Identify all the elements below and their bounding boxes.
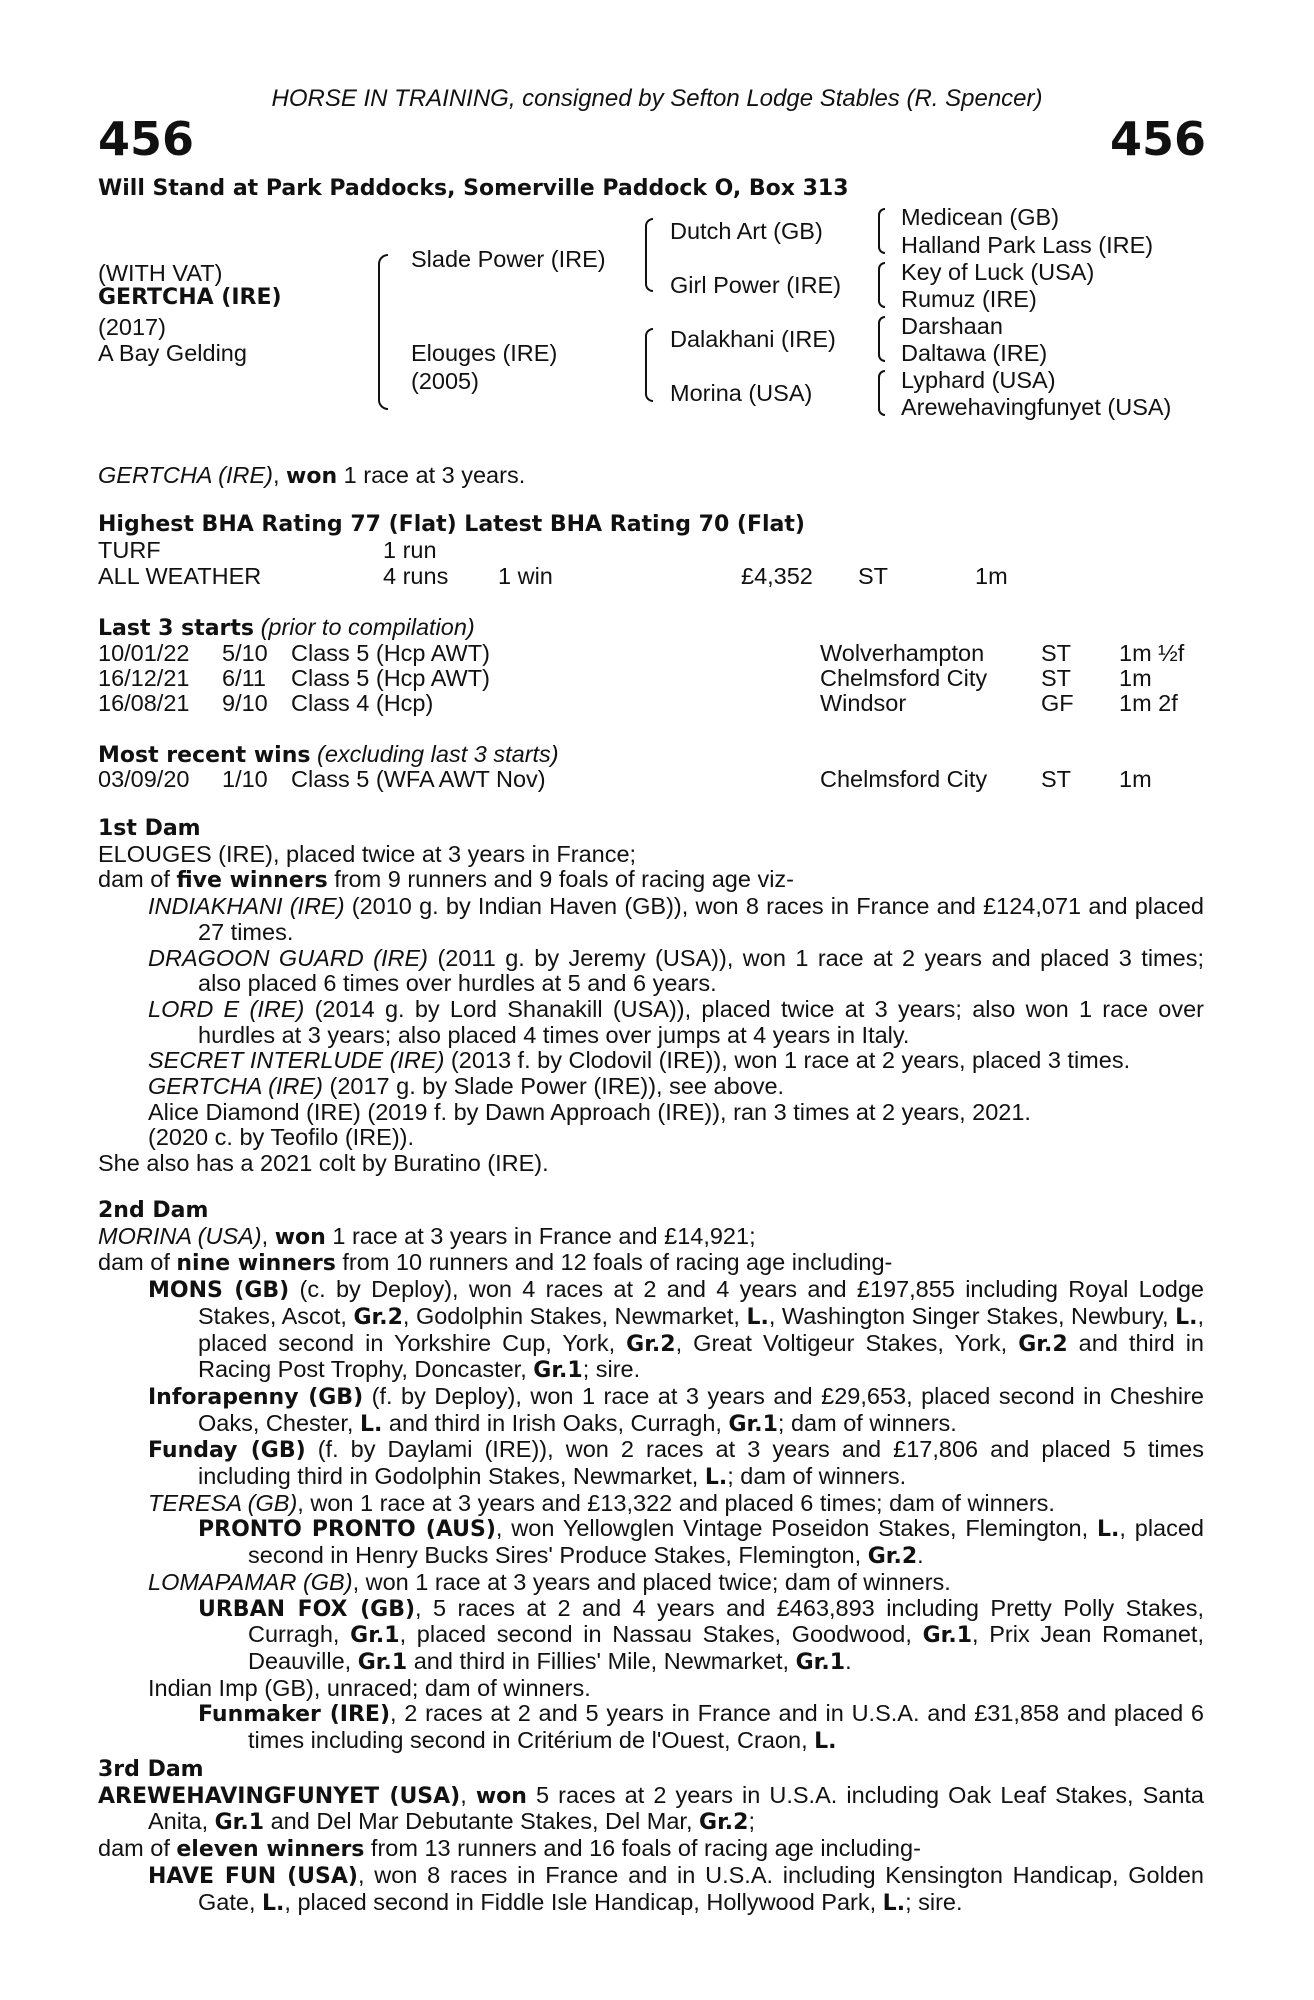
date: 16/08/21 (98, 690, 190, 716)
dam: Elouges (IRE) (411, 340, 558, 366)
runs: 1 run (383, 537, 437, 563)
date: 03/09/20 (98, 766, 190, 792)
progeny-entry: Funmaker (IRE), 2 races at 2 and 5 years in France and in U.S.A. and £31,858 and placed 6 times including second in Critérium de l'Ouest, Craon, L. (198, 1700, 1204, 1755)
course: Windsor (820, 690, 907, 716)
ancestor-g3: Arewehavingfunyet (USA) (901, 394, 1172, 420)
dam-of-line: dam of nine winners from 10 runners and 12 foals of racing age including- (98, 1249, 893, 1277)
dam-line: AREWEHAVINGFUNYET (USA), won 5 races at 2 years in U.S.A. including Oak Leaf Stakes, Santa Anita, Gr.1 and Del Mar Debutante Stakes, Del Mar, Gr.2; (98, 1781, 1204, 1836)
runs: 4 runs (383, 563, 449, 589)
going: ST (1041, 766, 1072, 792)
turf-record (98, 537, 1218, 563)
horse-name: GERTCHA (IRE) (98, 285, 282, 310)
going: ST (1041, 665, 1072, 691)
dam-line: ELOUGES (IRE), placed twice at 3 years in France; (98, 840, 637, 867)
sire-dam: Girl Power (IRE) (670, 272, 842, 298)
race-class: Class 5 (WFA AWT Nov) (291, 766, 546, 792)
progeny-entry: Indian Imp (GB), unraced; dam of winners. (148, 1674, 591, 1701)
dam-of-line: dam of five winners from 9 runners and 9 foals of racing age viz- (98, 866, 794, 894)
progeny-entry: Funday (GB) (f. by Daylami (IRE)), won 2 races at 3 years and £17,806 and placed 5 times including third in Godolphin Stakes, Newmarket, L.; dam of winners. (148, 1436, 1205, 1491)
progeny-entry: Inforapenny (GB) (f. by Deploy), won 1 race at 3 years and £29,653, placed second in Cheshire Oaks, Chester, L. and third in Irish Oaks, Curragh, Gr.1; dam of winners. (148, 1382, 1204, 1437)
pedigree-brace (645, 328, 653, 402)
last3-note: (prior to compilation) (260, 614, 475, 640)
progeny-entry: PRONTO PRONTO (AUS), won Yellowglen Vintage Poseidon Stakes, Flemington, L., placed second in Henry Bucks Sires' Produce Stakes, Flemington, Gr.2. (198, 1515, 1205, 1570)
ancestor-g3: Halland Park Lass (IRE) (901, 232, 1154, 258)
date: 10/01/22 (98, 640, 190, 666)
prize: £4,352 (741, 563, 813, 589)
vat-status: (WITH VAT) (98, 260, 223, 286)
going: GF (1041, 690, 1074, 716)
position: 6/11 (222, 665, 266, 691)
table-row (98, 665, 1218, 691)
table-row (98, 640, 1218, 666)
section-heading: 1st Dam (98, 816, 201, 841)
recent-title: Most recent wins (98, 743, 311, 768)
progeny-entry: GERTCHA (IRE) (2017 g. by Slade Power (IRE)), see above. (148, 1073, 785, 1100)
going: ST (1041, 640, 1072, 666)
first-dam-section (98, 816, 1204, 1177)
race-class: Class 4 (Hcp) (291, 690, 434, 716)
progeny-entry: MONS (GB) (c. by Deploy), won 4 races at 2 and 4 years and £197,855 including Royal Lodge Stakes, Ascot, Gr.2, Godolphin Stakes, Newmarket, L., Washington Singer Stakes, Newbury, L., placed second in Yorkshire Cup, York, Gr.2, Great Voltigeur Stakes, York, Gr.2 and third in Racing Post Trophy, Doncaster, Gr.1; sire. (148, 1276, 1204, 1384)
dam-dam: Morina (USA) (670, 380, 813, 406)
distance: 1m 2f (1119, 690, 1178, 716)
surface: ALL WEATHER (98, 563, 262, 589)
pedigree-brace (878, 208, 885, 254)
section-heading: 2nd Dam (98, 1198, 209, 1223)
progeny-entry: LORD E (IRE) (2014 g. by Lord Shanakill (USA)), placed twice at 3 years; also won 1 race over hurdles at 3 years; also placed 4 times over jumps at 4 years in Italy. (148, 995, 1204, 1048)
recent-heading (98, 741, 559, 769)
progeny-entry: URBAN FOX (GB), 5 races at 2 and 4 years and £463,893 including Pretty Polly Stakes, Curragh, Gr.1, placed second in Nassau Stakes, Goodwood, Gr.1, Prix Jean Romanet, Deauville, Gr.1 and third in Fillies' Mile, Newmarket, Gr.1. (198, 1594, 1204, 1675)
section-heading: 3rd Dam (98, 1757, 204, 1782)
summary-won: won (286, 464, 338, 489)
dam-year: (2005) (411, 368, 479, 394)
distance: 1m (975, 563, 1008, 589)
last3-heading (98, 614, 475, 642)
ancestor-g3: Key of Luck (USA) (901, 259, 1095, 285)
course: Chelmsford City (820, 665, 988, 691)
progeny-entry: HAVE FUN (USA), won 8 races in France and in U.S.A. including Kensington Handicap, Golden Gate, L., placed second in Fiddle Isle Handicap, Hollywood Park, L.; sire. (148, 1861, 1205, 1916)
pedigree-brace (645, 218, 653, 292)
distance: 1m (1119, 665, 1152, 691)
dam-line: MORINA (USA), won 1 race at 3 years in France and £14,921; (98, 1222, 756, 1250)
progeny-entry: LOMAPAMAR (GB), won 1 race at 3 years and placed twice; dam of winners. (148, 1568, 951, 1595)
horse-year: (2017) (98, 314, 166, 340)
race-class: Class 5 (Hcp AWT) (291, 665, 490, 691)
course: Wolverhampton (820, 640, 985, 666)
race-class: Class 5 (Hcp AWT) (291, 640, 490, 666)
pedigree-brace (878, 316, 885, 362)
ancestor-g3: Darshaan (901, 313, 1003, 339)
horse-description: A Bay Gelding (98, 340, 247, 366)
ancestor-g3: Rumuz (IRE) (901, 286, 1037, 312)
table-row (98, 766, 1218, 792)
date: 16/12/21 (98, 665, 190, 691)
progeny-entry: TERESA (GB), won 1 race at 3 years and £13,322 and placed 6 times; dam of winners. (148, 1489, 1055, 1516)
third-dam-section (98, 1757, 1204, 1916)
progeny-entry: Alice Diamond (IRE) (2019 f. by Dawn Approach (IRE)), ran 3 times at 2 years, 2021. (148, 1098, 1031, 1125)
summary-rest: 1 race at 3 years. (343, 462, 526, 488)
dam-sire: Dalakhani (IRE) (670, 326, 836, 352)
table-row (98, 690, 1218, 716)
going: ST (858, 563, 889, 589)
stand-location: Will Stand at Park Paddocks, Somerville Paddock O, Box 313 (98, 176, 849, 201)
distance: 1m (1119, 766, 1152, 792)
pedigree-brace (878, 370, 885, 416)
lot-number-right: 456 (1109, 112, 1206, 166)
race-summary: GERTCHA (IRE), won 1 race at 3 years. (98, 462, 526, 489)
summary-name: GERTCHA (IRE) (98, 462, 273, 488)
sire-sire: Dutch Art (GB) (670, 218, 823, 244)
consignor-title: HORSE IN TRAINING, consigned by Sefton Lodge Stables (R. Spencer) (271, 85, 1043, 112)
recent-note: (excluding last 3 starts) (317, 741, 559, 767)
progeny-entry: INDIAKHANI (IRE) (2010 g. by Indian Haven (GB)), won 8 races in France and £124,071 and placed 27 times. (148, 893, 1204, 945)
last3-title: Last 3 starts (98, 616, 255, 641)
rating-heading: Highest BHA Rating 77 (Flat) Latest BHA Rating 70 (Flat) (98, 512, 805, 537)
sire: Slade Power (IRE) (411, 246, 606, 272)
progeny-entry: SECRET INTERLUDE (IRE) (2013 f. by Clodovil (IRE)), won 1 race at 2 years, placed 3 times. (148, 1047, 1131, 1074)
position: 5/10 (222, 640, 268, 666)
course: Chelmsford City (820, 766, 988, 792)
position: 9/10 (222, 690, 268, 716)
foal-note: She also has a 2021 colt by Buratino (IRE). (98, 1150, 549, 1177)
ancestor-g3: Daltawa (IRE) (901, 340, 1048, 366)
wins: 1 win (498, 563, 553, 589)
second-dam-section (98, 1198, 1204, 1755)
pedigree-brace (378, 254, 388, 410)
progeny-entry: DRAGOON GUARD (IRE) (2011 g. by Jeremy (USA)), won 1 race at 2 years and placed 3 times; also placed 6 times over hurdles at 5 and 6 years. (148, 944, 1204, 997)
pedigree-brace (878, 262, 885, 308)
progeny-entry: (2020 c. by Teofilo (IRE)). (148, 1124, 415, 1151)
lot-number-left: 456 (98, 112, 195, 166)
surface: TURF (98, 537, 161, 563)
ancestor-g3: Lyphard (USA) (901, 367, 1056, 393)
distance: 1m ½f (1119, 640, 1185, 666)
ancestor-g3: Medicean (GB) (901, 204, 1060, 230)
dam-of-line: dam of eleven winners from 13 runners and 16 foals of racing age including- (98, 1835, 921, 1863)
position: 1/10 (222, 766, 268, 792)
aw-record (98, 563, 1218, 589)
